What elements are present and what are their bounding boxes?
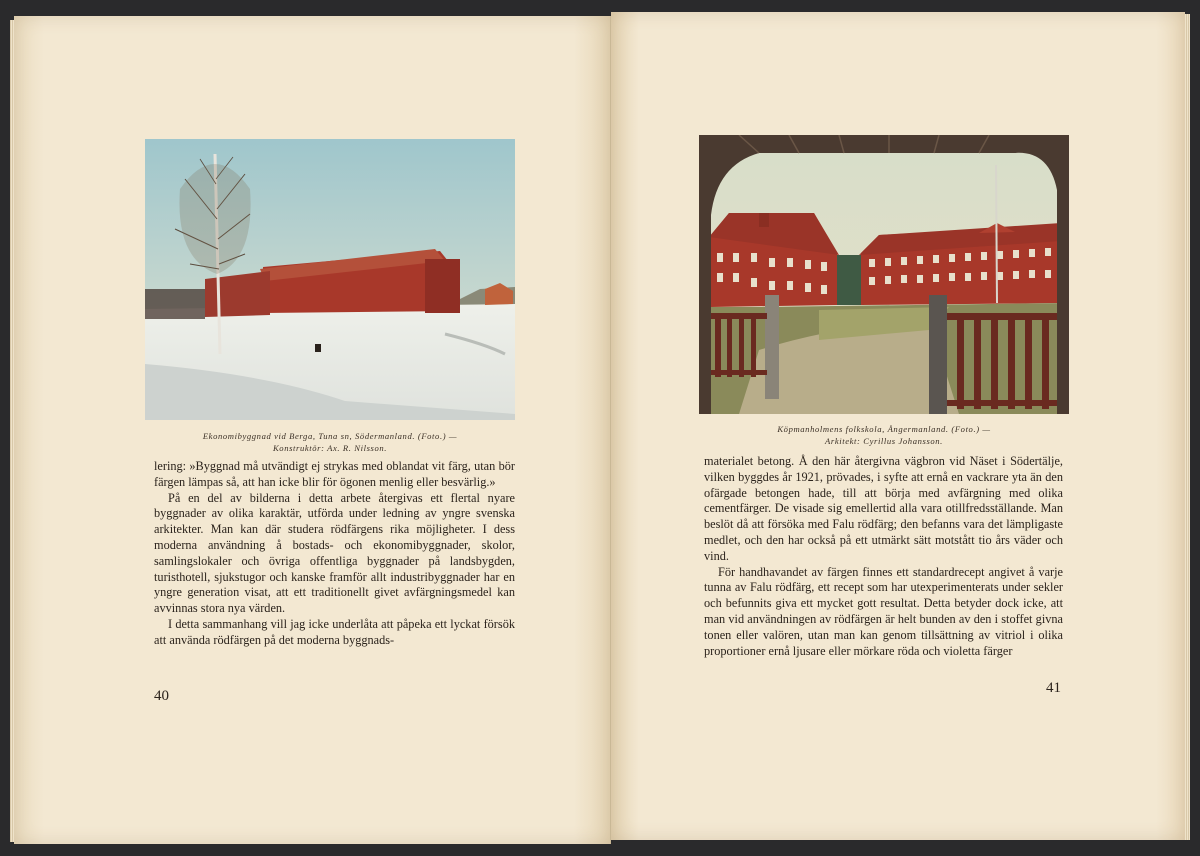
caption-left-line2: Konstruktör: Ax. R. Nilsson. xyxy=(272,443,388,453)
right-body-text xyxy=(704,454,1063,659)
caption-left-line1: Ekonomibyggnad vid Berga, Tuna sn, Södermanland. (Foto.) — xyxy=(202,431,458,441)
photo-caption-left xyxy=(145,430,515,454)
left-paragraph-1: lering: »Byggnad må utvändigt ej strykas med oblandat vit färg, utan bör färgen lämpas så, att han icke blir för ögonen menlig eller besvärlig.» xyxy=(154,459,515,489)
right-paragraph-1: materialet betong. Å den här återgivna vägbron vid Näset i Södertälje, vilken byggdes år 1921, prövades, i syfte att ernå en vackrare yta än den ofärgade betongen hade, till att börja med avfärgning med olika cementfärger. De visade sig emellertid alla vara otillfredsställande. Man beslöt då att försöka med Falu rödfärg; den befanns vara det lämpligaste medlet, och den har också på ett utmärkt sätt motstått tio års väder och vind. xyxy=(704,454,1063,563)
left-body-text xyxy=(154,459,515,649)
photo-farm-building xyxy=(145,139,515,420)
photo-school-building xyxy=(699,135,1069,414)
left-paragraph-2: På en del av bilderna i detta arbete återgivas ett flertal nyare byggnader av olika karaktär, utförda under ledning av yngre svenska arkitekter. Man kan där studera rödfärgens rika möjligheter. I dess moderna användning å bostads- och ekonomibyggnader, skolor, samlingslokaler och övriga offentliga byggnader på landsbygden, turisthotell, sjukstugor och kanske framför allt industribyggnader har en yngre generation visat, att ett traditionellt givet avfärgningsmedel kan avvinnas stora nya värden. xyxy=(154,490,515,616)
left-paragraph-3: I detta sammanhang vill jag icke underlåta att påpeka ett lyckat försök att använda rödfärgen på det moderna byggnads- xyxy=(154,616,515,647)
page-number-left: 40 xyxy=(154,688,169,704)
caption-right-line1: Köpmanholmens folkskola, Ångermanland. (Foto.) — xyxy=(777,424,991,434)
photo-caption-right xyxy=(699,423,1069,447)
page-number-right: 41 xyxy=(1046,680,1061,696)
caption-right-line2: Arkitekt: Cyrillus Johansson. xyxy=(825,436,943,446)
right-paragraph-2: För handhavandet av färgen finnes ett standardrecept angivet å varje tunna av Falu rödfärg, ett recept som har utexperimenterats under sekler och befunnits giva ett mycket gott resultat. Detta betyder dock icke, att man vid användningen av rödfärgen är helt bunden av den i stoffet givna tonen eller valören, utan man kan genom tillsättning av vitriol i olika proportioner ernå ljusare eller mörkare röda och violetta färger xyxy=(704,564,1063,658)
